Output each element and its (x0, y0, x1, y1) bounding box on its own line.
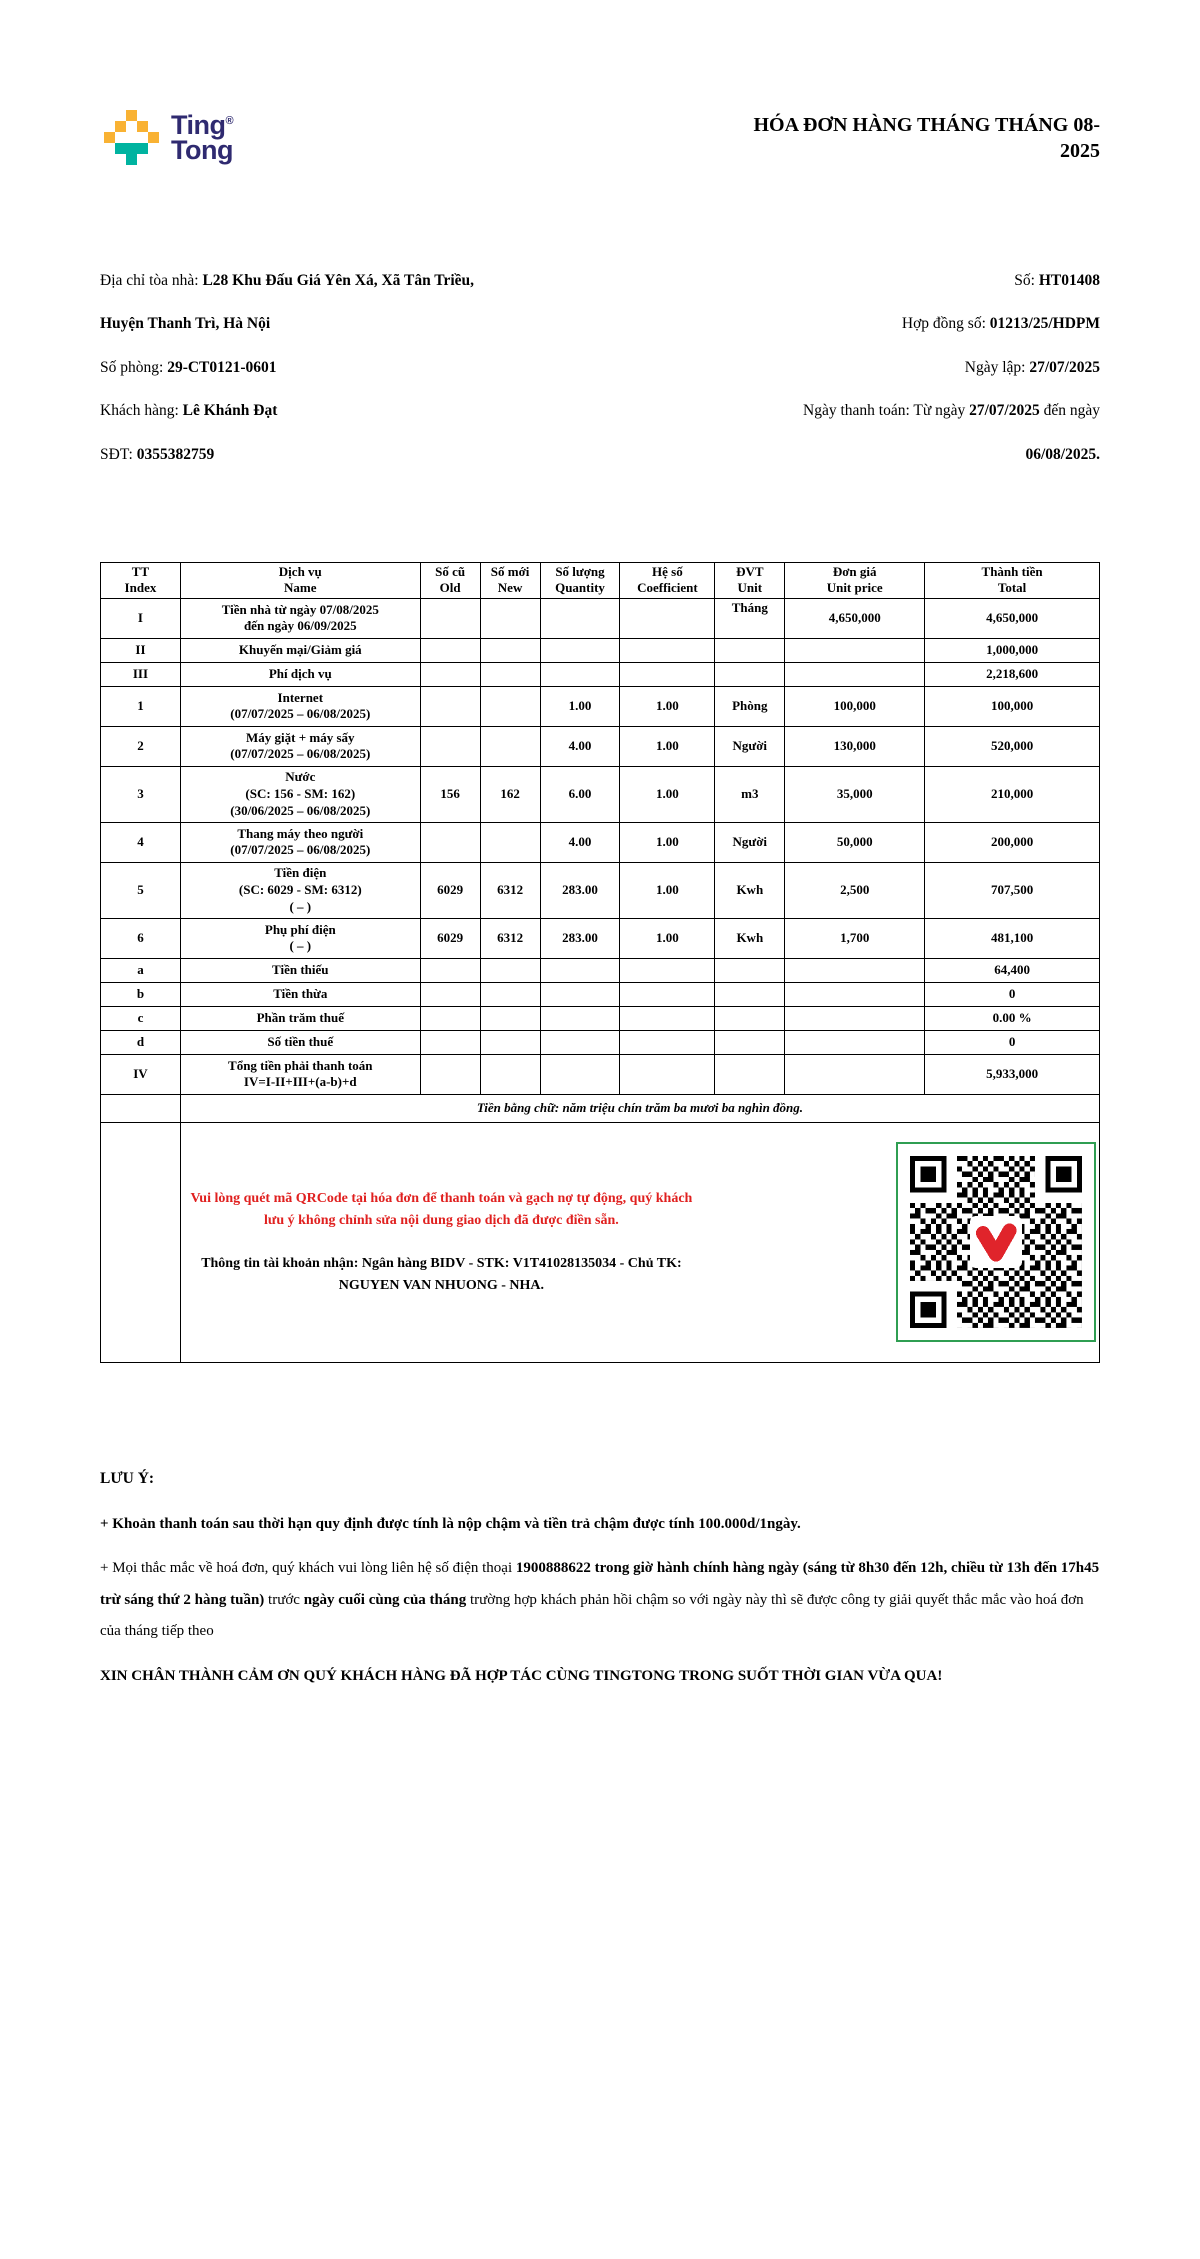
cell-index: 5 (101, 862, 181, 918)
cell-old (420, 662, 480, 686)
room-label: Số phòng: (100, 358, 168, 376)
cell-old (420, 1030, 480, 1054)
tingtong-logo-text (171, 109, 234, 165)
footer-notes (100, 1463, 1100, 1692)
cell-index: d (101, 1030, 181, 1054)
cell-coef (620, 1006, 715, 1030)
cell-unit: m3 (715, 766, 785, 822)
cell-qty: 283.00 (540, 862, 620, 918)
cell-price: 4,650,000 (785, 598, 925, 638)
cell-unit (715, 638, 785, 662)
cell-price (785, 1030, 925, 1054)
col-header-quantity: Số lượng Quantity (540, 562, 620, 598)
registered-mark: ® (225, 114, 234, 127)
cell-old (420, 638, 480, 662)
cell-old: 156 (420, 766, 480, 822)
customer-name (100, 389, 600, 432)
cell-name: Tiền nhà từ ngày 07/08/2025 đến ngày 06/09/2025 (180, 598, 420, 638)
cell-name: Tiền điện (SC: 6029 - SM: 6312) ( – ) (180, 862, 420, 918)
qr-payment-cell (180, 1122, 1099, 1362)
cell-total: 4,650,000 (925, 598, 1100, 638)
cell-old (420, 686, 480, 726)
cell-total: 0 (925, 1030, 1100, 1054)
cell-unit (715, 1006, 785, 1030)
cell-price (785, 958, 925, 982)
cell-total: 64,400 (925, 958, 1100, 982)
col-header-name: Dịch vụ Name (180, 562, 420, 598)
qr-payment-row (101, 1122, 1100, 1362)
phone-value: 0355382759 (136, 445, 215, 463)
col-header-index: TT Index (101, 562, 181, 598)
cell-price: 35,000 (785, 766, 925, 822)
info-left (100, 259, 600, 476)
invoice-title (630, 110, 1100, 164)
room-number (100, 346, 600, 389)
cell-total: 100,000 (925, 686, 1100, 726)
cell-coef (620, 1054, 715, 1094)
cell-old: 6029 (420, 918, 480, 958)
table-row-a (101, 958, 1100, 982)
cell-new (480, 1006, 540, 1030)
cell-unit: Người (715, 822, 785, 862)
table-row-6 (101, 918, 1100, 958)
cell-coef (620, 638, 715, 662)
cell-price (785, 982, 925, 1006)
table-row-c (101, 1006, 1100, 1030)
customer-label: Khách hàng: (100, 402, 183, 420)
col-header-coefficient: Hệ số Coefficient (620, 562, 715, 598)
cell-coef (620, 958, 715, 982)
thank-you-note: XIN CHÂN THÀNH CẢM ƠN QUÝ KHÁCH HÀNG ĐÃ HỢP TÁC CÙNG TINGTONG TRONG SUỐT THỜI GIAN VỪA QUA! (100, 1667, 943, 1684)
cell-coef (620, 598, 715, 638)
cell-new (480, 958, 540, 982)
cell-total: 200,000 (925, 822, 1100, 862)
invoice-number-label: Số: (1014, 272, 1039, 289)
cell-qty: 6.00 (540, 766, 620, 822)
cell-qty: 1.00 (540, 686, 620, 726)
bank-account-label: Thông tin tài khoản nhận: Ngân hàng BIDV - STK: (201, 1256, 513, 1272)
cell-name: Thang máy theo người (07/07/2025 – 06/08/2025) (180, 822, 420, 862)
cell-qty (540, 662, 620, 686)
table-row-b (101, 982, 1100, 1006)
invoice-number-value: HT01408 (1038, 272, 1100, 289)
invoice-title-line1: HÓA ĐƠN HÀNG THÁNG THÁNG 08- (753, 114, 1100, 136)
cell-total: 1,000,000 (925, 638, 1100, 662)
invoice-number (600, 259, 1100, 302)
late-payment-note: + Khoản thanh toán sau thời hạn quy định được tính là nộp chậm và tiền trả chậm được tính 100.000d/1ngày. (100, 1515, 801, 1532)
cell-index: 3 (101, 766, 181, 822)
table-row-2 (101, 726, 1100, 766)
amount-in-words-label: Tiền bằng chữ: (476, 1100, 563, 1115)
cell-total: 210,000 (925, 766, 1100, 822)
hotline-note (100, 1553, 1100, 1648)
cell-coef: 1.00 (620, 766, 715, 822)
cell-new (480, 1054, 540, 1094)
address-label: Địa chỉ tòa nhà: (100, 272, 203, 289)
cell-new: 6312 (480, 862, 540, 918)
table-row-III (101, 662, 1100, 686)
cell-price: 130,000 (785, 726, 925, 766)
cell-old (420, 726, 480, 766)
cell-index: IV (101, 1054, 181, 1094)
table-row-4 (101, 822, 1100, 862)
cell-name: Số tiền thuế (180, 1030, 420, 1054)
cell-price (785, 638, 925, 662)
info-right (600, 259, 1100, 476)
invoice-table (100, 562, 1100, 1363)
cell-name: Máy giặt + máy sấy (07/07/2025 – 06/08/2025) (180, 726, 420, 766)
cell-index: c (101, 1006, 181, 1030)
payment-period-mid: đến ngày (1039, 402, 1100, 420)
cell-name: Tổng tiền phải thanh toán IV=I-II+III+(a-b)+d (180, 1054, 420, 1094)
cell-new (480, 726, 540, 766)
cell-unit: Kwh (715, 862, 785, 918)
cell-coef: 1.00 (620, 822, 715, 862)
cell-new (480, 598, 540, 638)
customer-value: Lê Khánh Đạt (182, 402, 278, 420)
cell-name: Khuyến mại/Giảm giá (180, 638, 420, 662)
cell-new: 162 (480, 766, 540, 822)
cell-old (420, 958, 480, 982)
cell-qty (540, 958, 620, 982)
cell-index: II (101, 638, 181, 662)
amount-in-words-value: năm triệu chín trăm ba mươi ba nghìn đồng. (562, 1100, 804, 1115)
address-value-1: L28 Khu Đấu Giá Yên Xá, Xã Tân Triều, (202, 272, 475, 289)
issue-date (600, 346, 1100, 389)
cell-name: Tiền thiếu (180, 958, 420, 982)
cell-old: 6029 (420, 862, 480, 918)
cell-coef: 1.00 (620, 918, 715, 958)
cell-coef: 1.00 (620, 726, 715, 766)
cell-old (420, 1054, 480, 1094)
logo-word-top: Ting (171, 109, 226, 140)
cell-qty (540, 638, 620, 662)
cell-new (480, 662, 540, 686)
cell-qty: 4.00 (540, 726, 620, 766)
cell-unit: Kwh (715, 918, 785, 958)
phone-label: SĐT: (100, 445, 137, 463)
cell-old (420, 822, 480, 862)
cell-new (480, 982, 540, 1006)
cell-unit (715, 662, 785, 686)
cell-name: Internet (07/07/2025 – 06/08/2025) (180, 686, 420, 726)
notes-heading: LƯU Ý: (100, 1469, 155, 1487)
cell-name: Phụ phí điện ( – ) (180, 918, 420, 958)
cell-qty: 4.00 (540, 822, 620, 862)
logo-word-bottom: Tong (171, 134, 233, 165)
cell-price: 1,700 (785, 918, 925, 958)
hotline-note-part-bold: ngày cuối cùng của tháng (303, 1591, 467, 1608)
cell-old (420, 982, 480, 1006)
cell-new (480, 638, 540, 662)
cell-qty (540, 1030, 620, 1054)
cell-total: 2,218,600 (925, 662, 1100, 686)
cell-index: III (101, 662, 181, 686)
cell-unit: Người (715, 726, 785, 766)
tingtong-logo (104, 110, 233, 165)
cell-new (480, 686, 540, 726)
customer-phone (100, 433, 600, 476)
qr-code-icon (910, 1156, 1082, 1328)
bank-account-number: V1T41028135034 (512, 1256, 617, 1272)
tingtong-logo-icon (104, 110, 159, 165)
cell-coef: 1.00 (620, 686, 715, 726)
cell-old (420, 1006, 480, 1030)
cell-qty (540, 1006, 620, 1030)
contract-label: Hợp đồng số: (901, 315, 990, 333)
header (100, 0, 1100, 165)
bank-account-mid: - Chủ TK: (616, 1256, 682, 1272)
cell-qty: 283.00 (540, 918, 620, 958)
cell-coef (620, 1030, 715, 1054)
cell-price (785, 1054, 925, 1094)
cell-old (420, 598, 480, 638)
cell-total: 481,100 (925, 918, 1100, 958)
cell-price: 100,000 (785, 686, 925, 726)
table-row-IV (101, 1054, 1100, 1094)
cell-total: 0 (925, 982, 1100, 1006)
cell-new (480, 1030, 540, 1054)
cell-qty (540, 982, 620, 1006)
col-header-unit: ĐVT Unit (715, 562, 785, 598)
table-header-row (101, 562, 1100, 598)
cell-unit (715, 1030, 785, 1054)
hotline-note-part: trường hợp khách phản hồi chậm so với ngày này thì sẽ được công ty giải quyết thắc mắc vào hoá đơn của tháng tiếp theo (100, 1591, 1084, 1639)
payment-period (600, 389, 1100, 476)
table-row-II (101, 638, 1100, 662)
cell-total: 520,000 (925, 726, 1100, 766)
cell-index: b (101, 982, 181, 1006)
cell-coef: 1.00 (620, 862, 715, 918)
contract-value: 01213/25/HDPM (989, 315, 1100, 333)
bank-account-info (184, 1253, 699, 1296)
hotline-note-part: + Mọi thắc mắc về hoá đơn, quý khách vui lòng liên hệ số điện thoại (100, 1560, 516, 1576)
cell-unit: Tháng (715, 598, 785, 638)
cell-index (101, 1094, 181, 1122)
amount-in-words-cell (180, 1094, 1099, 1122)
cell-total: 0.00 % (925, 1006, 1100, 1030)
cell-coef (620, 982, 715, 1006)
cell-index: 1 (101, 686, 181, 726)
address-value-2: Huyện Thanh Trì, Hà Nội (100, 315, 271, 333)
cell-total: 5,933,000 (925, 1054, 1100, 1094)
table-row-5 (101, 862, 1100, 918)
cell-unit (715, 982, 785, 1006)
issue-date-value: 27/07/2025 (1029, 358, 1100, 376)
col-header-new: Số mới New (480, 562, 540, 598)
cell-index (101, 1122, 181, 1362)
cell-price (785, 1006, 925, 1030)
cell-price (785, 662, 925, 686)
qr-code-box (896, 1142, 1096, 1342)
table-row-I (101, 598, 1100, 638)
cell-price: 50,000 (785, 822, 925, 862)
amount-in-words-row (101, 1094, 1100, 1122)
payment-to-date: 06/08/2025. (1025, 445, 1100, 463)
issue-date-label: Ngày lập: (964, 358, 1030, 376)
payment-from-date: 27/07/2025 (969, 402, 1040, 420)
col-header-total: Thành tiền Total (925, 562, 1100, 598)
cell-name: Phần trăm thuế (180, 1006, 420, 1030)
building-address (100, 259, 600, 346)
cell-name: Phí dịch vụ (180, 662, 420, 686)
cell-index: 4 (101, 822, 181, 862)
cell-unit: Phòng (715, 686, 785, 726)
cell-index: 6 (101, 918, 181, 958)
qr-red-note: Vui lòng quét mã QRCode tại hóa đơn để thanh toán và gạch nợ tự động, quý khách lưu ý không chỉnh sửa nội dung giao dịch đã được điền sẵn. (190, 1191, 693, 1228)
cell-unit (715, 958, 785, 982)
cell-index: 2 (101, 726, 181, 766)
cell-unit (715, 1054, 785, 1094)
cell-coef (620, 662, 715, 686)
cell-new (480, 822, 540, 862)
cell-qty (540, 598, 620, 638)
cell-total: 707,500 (925, 862, 1100, 918)
bank-account-holder: NGUYEN VAN NHUONG - NHA. (338, 1278, 545, 1294)
cell-qty (540, 1054, 620, 1094)
cell-price: 2,500 (785, 862, 925, 918)
payment-period-label: Ngày thanh toán: Từ ngày (803, 402, 970, 420)
hotline-note-part: trước (264, 1591, 304, 1608)
cell-new: 6312 (480, 918, 540, 958)
hotline-note-part-bold: 1900888622 trong giờ hành chính hàng ngày (sáng từ 8h30 đến 12h, chiều từ 13h đến 17h45 trừ sáng thứ 2 hàng tuần) (100, 1560, 1100, 1608)
cell-name: Tiền thừa (180, 982, 420, 1006)
contract-number (600, 302, 1100, 345)
table-row-d (101, 1030, 1100, 1054)
table-row-3 (101, 766, 1100, 822)
cell-index: I (101, 598, 181, 638)
cell-index: a (101, 958, 181, 982)
col-header-unit-price: Đơn giá Unit price (785, 562, 925, 598)
table-row-1 (101, 686, 1100, 726)
col-header-old: Số cũ Old (420, 562, 480, 598)
room-value: 29-CT0121-0601 (167, 358, 277, 376)
invoice-info (100, 259, 1100, 476)
invoice-title-line2: 2025 (1060, 140, 1100, 162)
payment-instructions (184, 1188, 699, 1297)
cell-name: Nước (SC: 156 - SM: 162) (30/06/2025 – 06/08/2025) (180, 766, 420, 822)
